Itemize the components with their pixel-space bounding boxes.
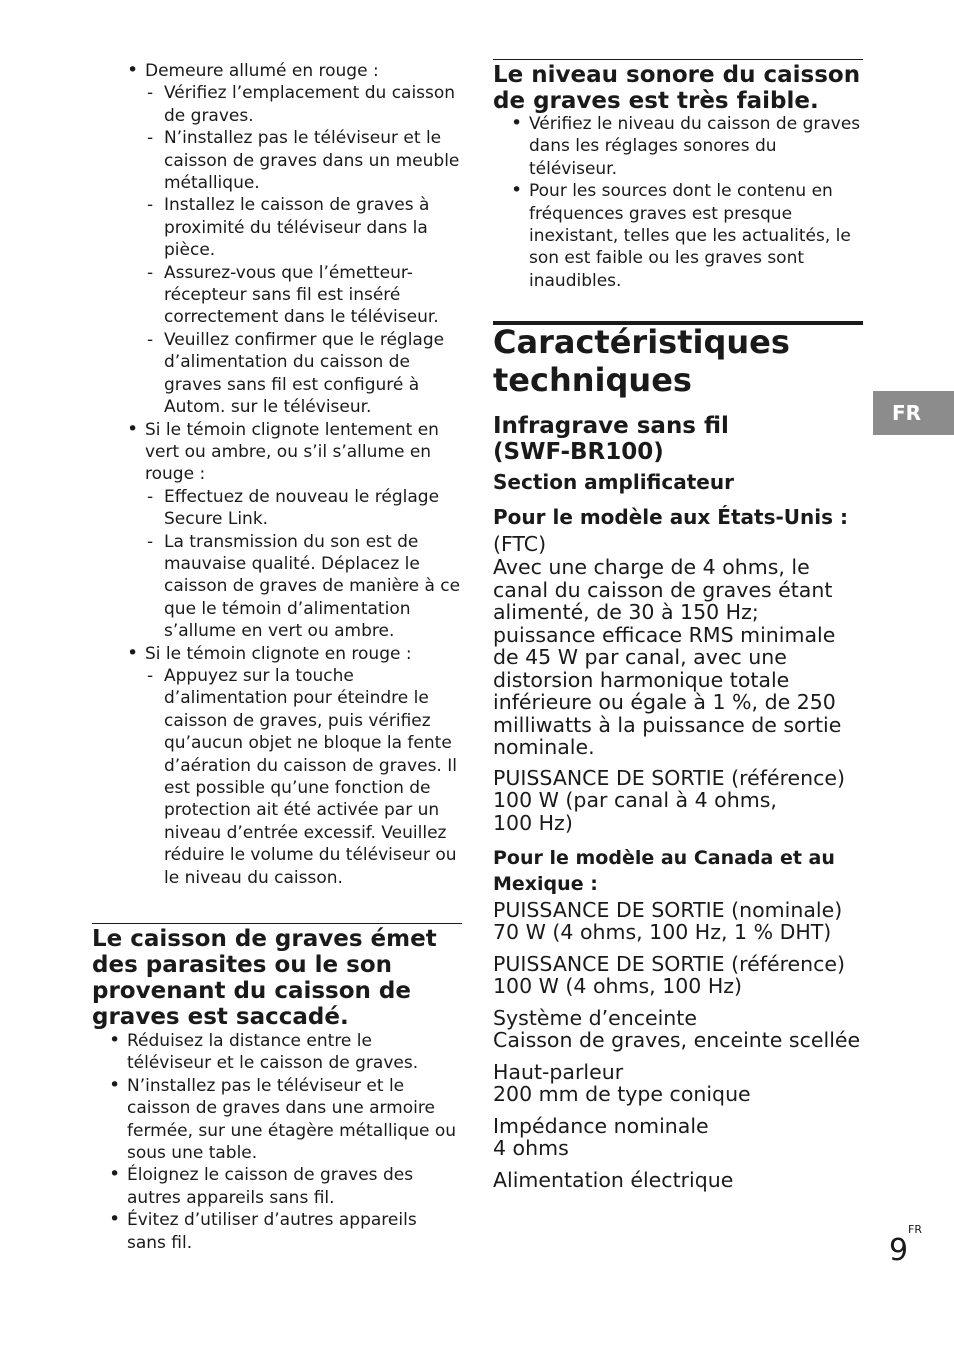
sub-list [145, 82, 467, 418]
speaker-value: 200 mm de type conique [493, 1082, 751, 1106]
section-divider [493, 59, 863, 60]
us-ftc-text: Avec une charge de 4 ohms, le canal du caisson de graves étant alimenté, de 30 à 150 Hz; puissance efficace RMS minimale de 45 W par canal, avec une distorsion harmonique totale inférieure ou égale à 1 %, de 250 milliwatts à la puissance de sortie nominale. [493, 555, 842, 759]
ca-power-ref-value: 100 W (4 ohms, 100 Hz) [493, 974, 743, 998]
impedance-label: Impédance nominale [493, 1114, 709, 1138]
list-item: - Assurez-vous que l’émetteur-récepteur sans fil est inséré correctement dans le téléviseur. [145, 262, 467, 329]
sub-list [145, 486, 467, 643]
section-divider [92, 923, 462, 924]
sub-list [145, 665, 467, 889]
section-heading-low-volume: Le niveau sonore du caisson de graves est très faible. [493, 62, 861, 114]
ca-power-ref-label: PUISSANCE DE SORTIE (référence) [493, 952, 846, 976]
language-tab: FR [873, 391, 954, 435]
list-item: • Si le témoin clignote lentement en vert ou ambre, ou s’il s’allume en rouge : - Effectuez de nouveau le réglage Secure Link. - La transmission du son est de mauvaise qualité. Déplacez le caisson de graves de manière à ce que le témoin d’alimentation s’allume en vert ou ambre. [127, 419, 467, 643]
list-item: - Installez le caisson de graves à proximité du téléviseur dans la pièce. [145, 194, 467, 261]
speaker-label: Haut-parleur [493, 1060, 624, 1084]
list-item: - La transmission du son est de mauvaise qualité. Déplacez le caisson de graves de manière à ce que le témoin d’alimentation s’allume en vert ou ambre. [145, 531, 467, 643]
us-model-heading: Pour le modèle aux États-Unis : [493, 505, 848, 529]
list-item: • Si le témoin clignote en rouge : - Appuyez sur la touche d’alimentation pour éteindre le caisson de graves, puis vérifiez qu’aucun objet ne bloque la fente d’aération du caisson de graves. Il est possible qu’une fonction de protection ait été activée par un niveau d’entrée excessif. Veuillez réduire le volume du téléviseur ou le niveau du caisson. [127, 643, 467, 889]
ca-model-heading: Pour le modèle au Canada et au Mexique : [493, 847, 835, 895]
list-item: • Réduisez la distance entre le téléviseur et le caisson de graves. [109, 1030, 459, 1075]
list-item: - Veuillez confirmer que le réglage d’alimentation du caisson de graves sans fil est configuré à Autom. sur le téléviseur. [145, 329, 467, 419]
impedance-value: 4 ohms [493, 1136, 569, 1160]
system-value: Caisson de graves, enceinte scellée [493, 1028, 861, 1052]
us-power-label: PUISSANCE DE SORTIE (référence) [493, 766, 846, 790]
us-power-value: 100 W (par canal à 4 ohms, 100 Hz) [493, 788, 777, 835]
us-ftc-label: (FTC) [493, 532, 547, 556]
list-item: - N’installez pas le téléviseur et le caisson de graves dans un meuble métallique. [145, 127, 467, 194]
amp-section-heading: Section amplificateur [493, 470, 734, 494]
list-item: • Éloignez le caisson de graves des autres appareils sans fil. [109, 1164, 459, 1209]
list-item: - Vérifiez l’emplacement du caisson de graves. [145, 82, 467, 127]
product-heading: Infragrave sans fil (SWF-BR100) [493, 413, 729, 465]
list-item: - Appuyez sur la touche d’alimentation pour éteindre le caisson de graves, puis vérifiez qu’aucun objet ne bloque la fente d’aération du caisson de graves. Il est possible qu’une fonction de protection ait été activée par un niveau d’entrée excessif. Veuillez réduire le volume du téléviseur ou le niveau du caisson. [145, 665, 467, 889]
page-number-suffix: FR [908, 1223, 922, 1236]
section-heading-noise: Le caisson de graves émet des parasites ou le son provenant du caisson de graves est saccadé. [92, 926, 437, 1030]
system-label: Système d’enceinte [493, 1006, 697, 1030]
list-item: • Vérifiez le niveau du caisson de graves dans les réglages sonores du téléviseur. [511, 113, 861, 180]
noise-bullet-list [109, 1030, 459, 1254]
list-item: • Évitez d’utiliser d’autres appareils sans fil. [109, 1209, 459, 1254]
ca-power-nominal-value: 70 W (4 ohms, 100 Hz, 1 % DHT) [493, 920, 832, 944]
list-item: • Demeure allumé en rouge : - Vérifiez l’emplacement du caisson de graves. - N’installez pas le téléviseur et le caisson de graves dans un meuble métallique. - Installez le caisson de graves à proximité du téléviseur dans la pièce. - Assurez-vous que l’émetteur-récepteur sans fil est inséré correctement dans le téléviseur. - Veuillez confirmer que le réglage d’alimentation du caisson de graves sans fil est configuré à Autom. sur le téléviseur. [127, 60, 467, 419]
page-title: Caractéristiques techniques [493, 323, 790, 399]
list-item: • N’installez pas le téléviseur et le caisson de graves dans une armoire fermée, sur une étagère métallique ou sous une table. [109, 1075, 459, 1165]
low-volume-bullet-list [511, 113, 861, 292]
list-item: - Effectuez de nouveau le réglage Secure Link. [145, 486, 467, 531]
page-number: 9 [889, 1233, 909, 1268]
ca-power-nominal-label: PUISSANCE DE SORTIE (nominale) [493, 898, 843, 922]
power-supply-label: Alimentation électrique [493, 1168, 734, 1192]
list-item: • Pour les sources dont le contenu en fréquences graves est presque inexistant, telles que les actualités, le son est faible ou les graves sont inaudibles. [511, 180, 861, 292]
troubleshoot-bullet-list [127, 60, 467, 889]
